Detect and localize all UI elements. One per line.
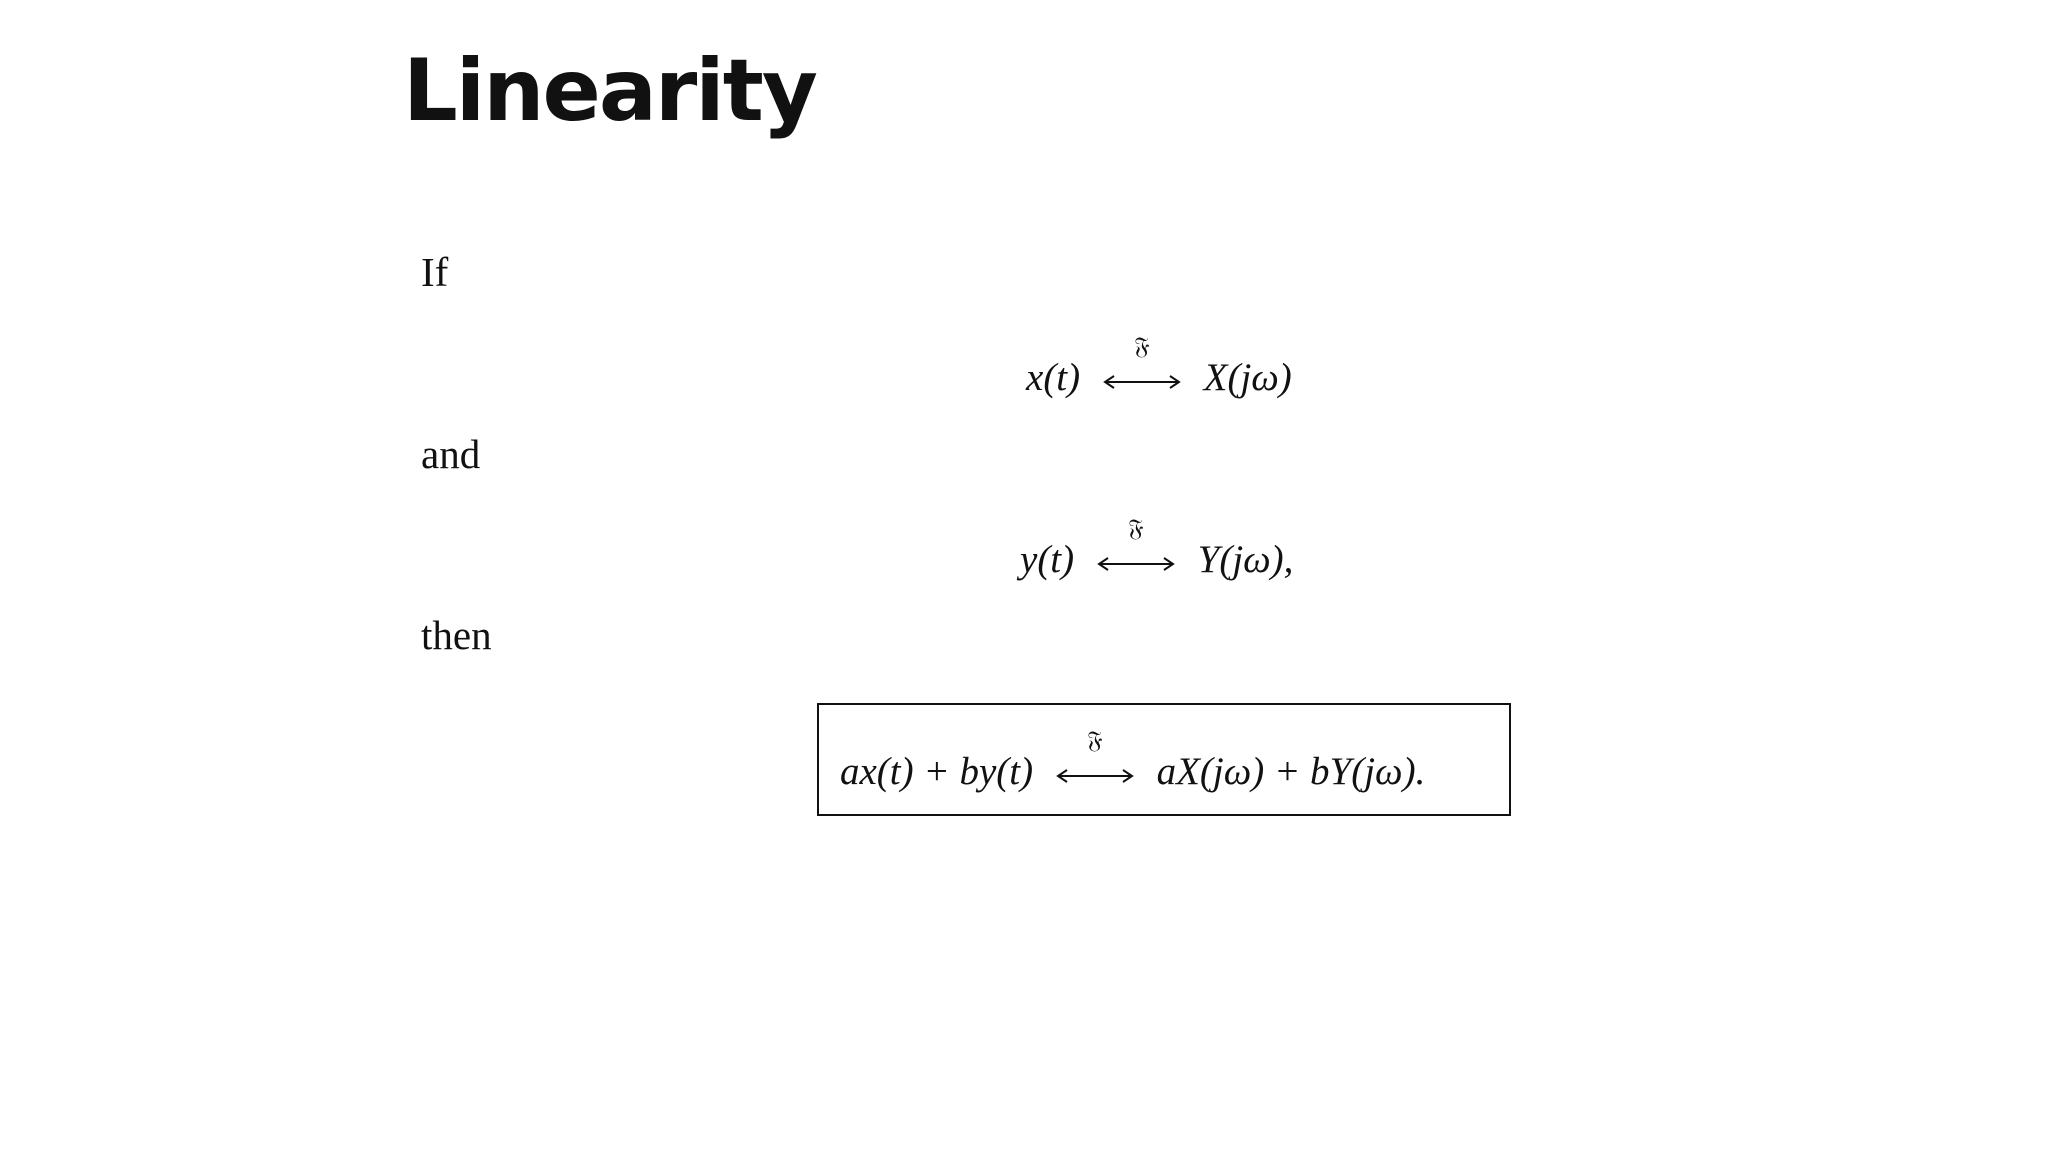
slide-title: Linearity bbox=[403, 41, 816, 141]
eq2-lhs-arg: (t) bbox=[1037, 538, 1075, 581]
eq1-lhs-var: x bbox=[1026, 356, 1044, 399]
fourier-symbol: 𝔉 bbox=[1134, 332, 1150, 361]
text-then: then bbox=[421, 612, 492, 658]
fourier-symbol: 𝔉 bbox=[1128, 514, 1144, 543]
eq2-rhs-arg: (jω), bbox=[1219, 538, 1294, 581]
text-and: and bbox=[421, 431, 481, 477]
equation-y-transform bbox=[1020, 514, 1294, 581]
fourier-arrow-icon bbox=[1096, 514, 1176, 578]
eq1-rhs-arg: (jω) bbox=[1227, 356, 1292, 399]
eq2-lhs-var: y bbox=[1020, 538, 1038, 581]
fourier-arrow-icon bbox=[1102, 332, 1182, 396]
equation-linearity-result bbox=[840, 726, 1426, 793]
eq3-rhs: aX(jω) + bY(jω). bbox=[1156, 750, 1426, 793]
eq1-lhs-arg: (t) bbox=[1043, 356, 1081, 399]
eq2-rhs-var: Y bbox=[1197, 538, 1220, 581]
eq1-rhs-var: X bbox=[1203, 356, 1228, 399]
fourier-arrow-icon bbox=[1055, 726, 1135, 790]
equation-x-transform bbox=[1026, 332, 1292, 399]
text-if: If bbox=[421, 249, 449, 295]
eq3-lhs: ax(t) + by(t) bbox=[840, 750, 1034, 793]
double-arrow-icon bbox=[1096, 557, 1176, 571]
fourier-symbol: 𝔉 bbox=[1087, 726, 1103, 755]
double-arrow-icon bbox=[1102, 375, 1182, 389]
double-arrow-icon bbox=[1055, 769, 1135, 783]
